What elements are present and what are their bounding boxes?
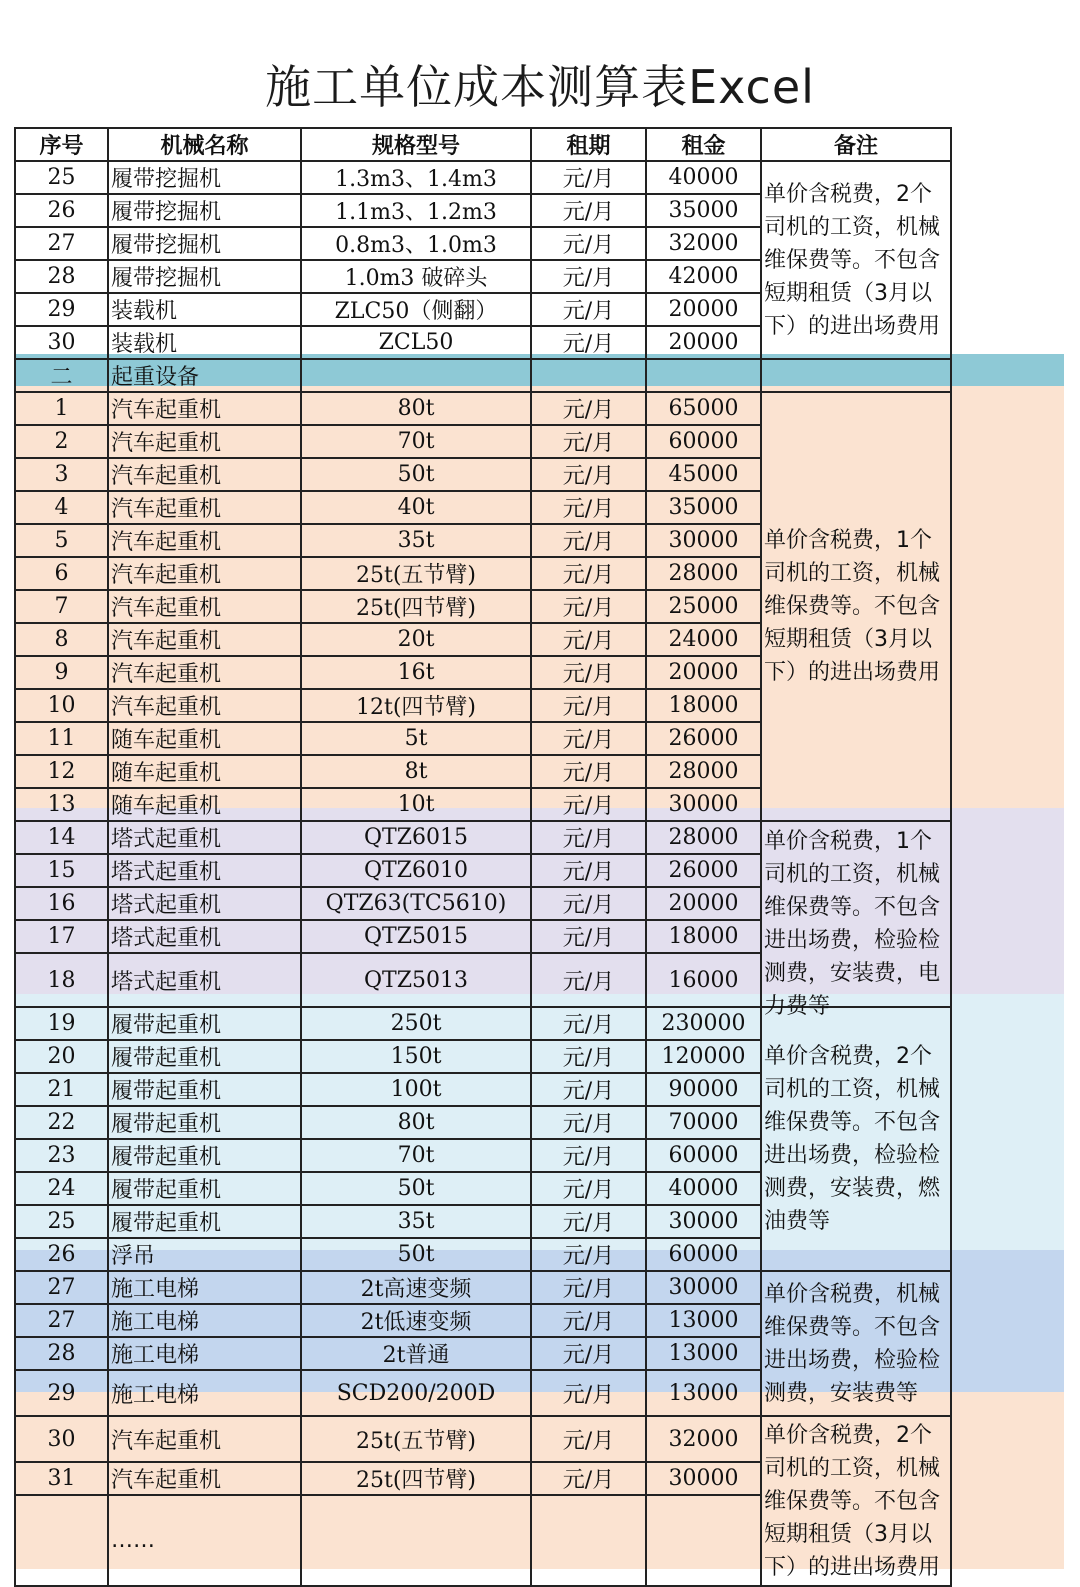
- cell-no: 18: [15, 953, 108, 1007]
- cell-spec: 2t高速变频: [301, 1271, 531, 1304]
- cell-rent: 35000: [646, 194, 761, 227]
- cell-name: 塔式起重机: [108, 920, 301, 953]
- cell-no: 15: [15, 854, 108, 887]
- cell-spec: QTZ6015: [301, 821, 531, 854]
- cell-no: 30: [15, 326, 108, 359]
- cell-period: 元/月: [531, 1337, 646, 1370]
- cell-spec: 100t: [301, 1073, 531, 1106]
- table-row: [15, 359, 951, 392]
- page-title: 施工单位成本测算表Excel: [265, 60, 815, 114]
- cell-spec: 5t: [301, 722, 531, 755]
- cell-rent: 18000: [646, 920, 761, 953]
- cell-no: [15, 1495, 108, 1586]
- cell-name: 汽车起重机: [108, 656, 301, 689]
- cell-name: 汽车起重机: [108, 392, 301, 425]
- cell-no: 27: [15, 1271, 108, 1304]
- cell-spec: 25t(四节臂): [301, 1462, 531, 1495]
- cell-name: 汽车起重机: [108, 590, 301, 623]
- cell-rent: 18000: [646, 689, 761, 722]
- cost-table: [14, 127, 952, 1587]
- cell-period: 元/月: [531, 326, 646, 359]
- cell-rent: 70000: [646, 1106, 761, 1139]
- cell-period: 元/月: [531, 1271, 646, 1304]
- cell-name: 塔式起重机: [108, 953, 301, 1007]
- cell-spec: 1.3m3、1.4m3: [301, 161, 531, 194]
- cell-period: 元/月: [531, 293, 646, 326]
- cell-spec: 16t: [301, 656, 531, 689]
- col-header-rent: 租金: [646, 128, 761, 161]
- cell-period: 元/月: [531, 161, 646, 194]
- table-row: [15, 161, 951, 194]
- cell-period: 元/月: [531, 755, 646, 788]
- cell-name: 施工电梯: [108, 1337, 301, 1370]
- cell-note: [761, 1271, 951, 1416]
- cell-period: 元/月: [531, 623, 646, 656]
- cell-name: 履带起重机: [108, 1106, 301, 1139]
- cell-rent: 20000: [646, 656, 761, 689]
- cell-rent: 30000: [646, 788, 761, 821]
- cell-rent: 60000: [646, 425, 761, 458]
- note-text: 单价含税费，2个司机的工资，机械维保费等。不包含短期租赁（3月以下）的进出场费用: [764, 181, 941, 339]
- cell-spec: 40t: [301, 491, 531, 524]
- cell-period: 元/月: [531, 1370, 646, 1416]
- cell-rent: 60000: [646, 1139, 761, 1172]
- table-row: [15, 392, 951, 425]
- cell-name: 汽车起重机: [108, 458, 301, 491]
- cell-period: 元/月: [531, 821, 646, 854]
- cell-period: 元/月: [531, 788, 646, 821]
- cell-period: 元/月: [531, 491, 646, 524]
- col-header-spec: 规格型号: [301, 128, 531, 161]
- cell-period: 元/月: [531, 689, 646, 722]
- cell-rent: 40000: [646, 1172, 761, 1205]
- cell-name: ……: [108, 1495, 301, 1586]
- cell-name: 施工电梯: [108, 1271, 301, 1304]
- cell-rent: 28000: [646, 821, 761, 854]
- cell-no: 8: [15, 623, 108, 656]
- cell-name: 随车起重机: [108, 788, 301, 821]
- cell-spec: 35t: [301, 524, 531, 557]
- cell-period: 元/月: [531, 1304, 646, 1337]
- cell-no: 2: [15, 425, 108, 458]
- cell-note: [761, 359, 951, 392]
- cell-no: 26: [15, 194, 108, 227]
- cell-no: 23: [15, 1139, 108, 1172]
- cell-no: 27: [15, 1304, 108, 1337]
- cell-rent: 60000: [646, 1238, 761, 1271]
- cell-spec: 25t(四节臂): [301, 590, 531, 623]
- cell-spec: QTZ6010: [301, 854, 531, 887]
- cell-spec: 50t: [301, 458, 531, 491]
- cell-name: 履带起重机: [108, 1172, 301, 1205]
- cell-rent: 16000: [646, 953, 761, 1007]
- cell-rent: 28000: [646, 755, 761, 788]
- cell-spec: 250t: [301, 1007, 531, 1040]
- cell-name: 塔式起重机: [108, 821, 301, 854]
- cell-rent: 65000: [646, 392, 761, 425]
- cell-period: 元/月: [531, 1106, 646, 1139]
- cell-name: 汽车起重机: [108, 1416, 301, 1462]
- cell-rent: 20000: [646, 293, 761, 326]
- cell-no: 1: [15, 392, 108, 425]
- cell-rent: 45000: [646, 458, 761, 491]
- cell-no: 10: [15, 689, 108, 722]
- cell-no: 12: [15, 755, 108, 788]
- cell-rent: 28000: [646, 557, 761, 590]
- cell-no: 11: [15, 722, 108, 755]
- cell-name: 汽车起重机: [108, 1462, 301, 1495]
- cell-rent: 42000: [646, 260, 761, 293]
- cell-no: 6: [15, 557, 108, 590]
- cell-no: 30: [15, 1416, 108, 1462]
- cell-name: 塔式起重机: [108, 854, 301, 887]
- cell-period: 元/月: [531, 194, 646, 227]
- cell-spec: 1.1m3、1.2m3: [301, 194, 531, 227]
- header-row: [15, 128, 951, 161]
- cell-name: 履带挖掘机: [108, 260, 301, 293]
- cell-period: 元/月: [531, 722, 646, 755]
- cell-no: 13: [15, 788, 108, 821]
- cell-note: [761, 161, 951, 359]
- cell-spec: 25t(五节臂): [301, 557, 531, 590]
- cell-spec: 20t: [301, 623, 531, 656]
- cell-spec: [301, 359, 531, 392]
- cell-no: 28: [15, 1337, 108, 1370]
- note-text: 单价含税费，1个司机的工资，机械维保费等。不包含短期租赁（3月以下）的进出场费用: [764, 528, 941, 685]
- cell-note: [761, 1007, 951, 1271]
- cell-no: 16: [15, 887, 108, 920]
- cell-period: 元/月: [531, 392, 646, 425]
- cell-spec: 2t普通: [301, 1337, 531, 1370]
- cell-no: 26: [15, 1238, 108, 1271]
- cell-period: 元/月: [531, 1040, 646, 1073]
- cell-rent: 30000: [646, 1205, 761, 1238]
- cell-name: 装载机: [108, 326, 301, 359]
- cell-rent: 24000: [646, 623, 761, 656]
- cell-name: 汽车起重机: [108, 689, 301, 722]
- note-text: 单价含税费，机械维保费等。不包含进出场费，检验检测费，安装费等: [764, 1281, 941, 1406]
- cell-spec: [301, 1495, 531, 1586]
- cell-spec: 0.8m3、1.0m3: [301, 227, 531, 260]
- cell-spec: 80t: [301, 392, 531, 425]
- cell-name: 汽车起重机: [108, 524, 301, 557]
- cell-period: 元/月: [531, 1238, 646, 1271]
- cell-rent: [646, 1495, 761, 1586]
- cell-spec: SCD200/200D: [301, 1370, 531, 1416]
- col-header-note: 备注: [761, 128, 951, 161]
- cell-rent: 13000: [646, 1370, 761, 1416]
- cell-no: 25: [15, 161, 108, 194]
- cell-name: 起重设备: [108, 359, 301, 392]
- cell-spec: 70t: [301, 1139, 531, 1172]
- cell-name: 随车起重机: [108, 755, 301, 788]
- cell-period: 元/月: [531, 458, 646, 491]
- cell-rent: 32000: [646, 227, 761, 260]
- cell-spec: 50t: [301, 1172, 531, 1205]
- cell-no: 5: [15, 524, 108, 557]
- note-text: 单价含税费，2个司机的工资，机械维保费等。不包含进出场费，检验检测费，安装费，燃油费等: [764, 1044, 941, 1234]
- cell-period: 元/月: [531, 887, 646, 920]
- cell-note: [761, 1416, 951, 1586]
- cell-no: 3: [15, 458, 108, 491]
- cell-no: 20: [15, 1040, 108, 1073]
- cell-no: 31: [15, 1462, 108, 1495]
- cell-rent: 25000: [646, 590, 761, 623]
- cell-rent: 20000: [646, 887, 761, 920]
- cell-name: 履带挖掘机: [108, 227, 301, 260]
- cell-no: 19: [15, 1007, 108, 1040]
- cell-spec: ZLC50（侧翻）: [301, 293, 531, 326]
- cell-period: 元/月: [531, 425, 646, 458]
- cell-period: 元/月: [531, 1462, 646, 1495]
- cell-rent: 230000: [646, 1007, 761, 1040]
- cell-period: [531, 1495, 646, 1586]
- cell-name: 履带起重机: [108, 1205, 301, 1238]
- cell-name: 施工电梯: [108, 1370, 301, 1416]
- note-text: 单价含税费，1个司机的工资，机械维保费等。不包含进出场费，检验检测费，安装费，电力费等: [764, 829, 941, 1019]
- cell-rent: 26000: [646, 722, 761, 755]
- cell-period: 元/月: [531, 854, 646, 887]
- cell-spec: 2t低速变频: [301, 1304, 531, 1337]
- cell-no: 17: [15, 920, 108, 953]
- cell-no: 4: [15, 491, 108, 524]
- cell-name: 浮吊: [108, 1238, 301, 1271]
- cell-name: 施工电梯: [108, 1304, 301, 1337]
- cell-no: 14: [15, 821, 108, 854]
- table-body: [15, 161, 951, 1586]
- cell-name: 塔式起重机: [108, 887, 301, 920]
- cell-rent: [646, 359, 761, 392]
- cell-period: 元/月: [531, 1205, 646, 1238]
- cell-rent: 32000: [646, 1416, 761, 1462]
- cell-rent: 20000: [646, 326, 761, 359]
- cell-rent: 30000: [646, 1271, 761, 1304]
- cell-no: 21: [15, 1073, 108, 1106]
- cell-no: 9: [15, 656, 108, 689]
- note-text: 单价含税费，2个司机的工资，机械维保费等。不包含短期租赁（3月以下）的进出场费用: [764, 1422, 941, 1580]
- cell-spec: QTZ5015: [301, 920, 531, 953]
- cell-spec: 10t: [301, 788, 531, 821]
- cell-spec: 150t: [301, 1040, 531, 1073]
- cell-period: 元/月: [531, 260, 646, 293]
- table-row: [15, 1416, 951, 1462]
- cell-spec: ZCL50: [301, 326, 531, 359]
- cell-rent: 90000: [646, 1073, 761, 1106]
- cell-rent: 40000: [646, 161, 761, 194]
- cell-name: 履带起重机: [108, 1040, 301, 1073]
- cell-no: 7: [15, 590, 108, 623]
- cell-period: 元/月: [531, 1416, 646, 1462]
- cell-no: 二: [15, 359, 108, 392]
- cell-name: 履带起重机: [108, 1139, 301, 1172]
- table-row: [15, 821, 951, 854]
- cell-spec: 8t: [301, 755, 531, 788]
- cell-spec: 12t(四节臂): [301, 689, 531, 722]
- cell-no: 22: [15, 1106, 108, 1139]
- cell-period: 元/月: [531, 524, 646, 557]
- cell-name: 汽车起重机: [108, 557, 301, 590]
- cell-name: 汽车起重机: [108, 623, 301, 656]
- cell-rent: 26000: [646, 854, 761, 887]
- cell-period: [531, 359, 646, 392]
- cell-name: 随车起重机: [108, 722, 301, 755]
- cell-no: 25: [15, 1205, 108, 1238]
- cell-period: 元/月: [531, 1007, 646, 1040]
- cell-name: 装载机: [108, 293, 301, 326]
- cell-name: 履带挖掘机: [108, 161, 301, 194]
- cell-period: 元/月: [531, 590, 646, 623]
- cell-spec: 80t: [301, 1106, 531, 1139]
- cell-rent: 13000: [646, 1337, 761, 1370]
- cell-spec: 50t: [301, 1238, 531, 1271]
- cell-rent: 120000: [646, 1040, 761, 1073]
- cell-no: 29: [15, 1370, 108, 1416]
- cell-period: 元/月: [531, 557, 646, 590]
- cell-name: 履带起重机: [108, 1007, 301, 1040]
- cell-no: 24: [15, 1172, 108, 1205]
- cell-rent: 13000: [646, 1304, 761, 1337]
- cell-rent: 30000: [646, 524, 761, 557]
- cell-name: 汽车起重机: [108, 491, 301, 524]
- cell-period: 元/月: [531, 1139, 646, 1172]
- cell-spec: 70t: [301, 425, 531, 458]
- cell-no: 28: [15, 260, 108, 293]
- cell-no: 29: [15, 293, 108, 326]
- table-row: [15, 1271, 951, 1304]
- cell-period: 元/月: [531, 953, 646, 1007]
- cell-period: 元/月: [531, 920, 646, 953]
- cell-spec: 1.0m3 破碎头: [301, 260, 531, 293]
- col-header-period: 租期: [531, 128, 646, 161]
- cell-name: 履带挖掘机: [108, 194, 301, 227]
- cell-name: 汽车起重机: [108, 425, 301, 458]
- cell-note: [761, 392, 951, 821]
- cell-spec: 35t: [301, 1205, 531, 1238]
- cell-note: [761, 821, 951, 1019]
- cell-rent: 30000: [646, 1462, 761, 1495]
- cell-period: 元/月: [531, 227, 646, 260]
- cell-period: 元/月: [531, 656, 646, 689]
- cell-spec: QTZ63(TC5610): [301, 887, 531, 920]
- col-header-no: 序号: [15, 128, 108, 161]
- cell-period: 元/月: [531, 1073, 646, 1106]
- cell-rent: 35000: [646, 491, 761, 524]
- cell-period: 元/月: [531, 1172, 646, 1205]
- cell-name: 履带起重机: [108, 1073, 301, 1106]
- cell-no: 27: [15, 227, 108, 260]
- col-header-name: 机械名称: [108, 128, 301, 161]
- cell-spec: 25t(五节臂): [301, 1416, 531, 1462]
- cell-spec: QTZ5013: [301, 953, 531, 1007]
